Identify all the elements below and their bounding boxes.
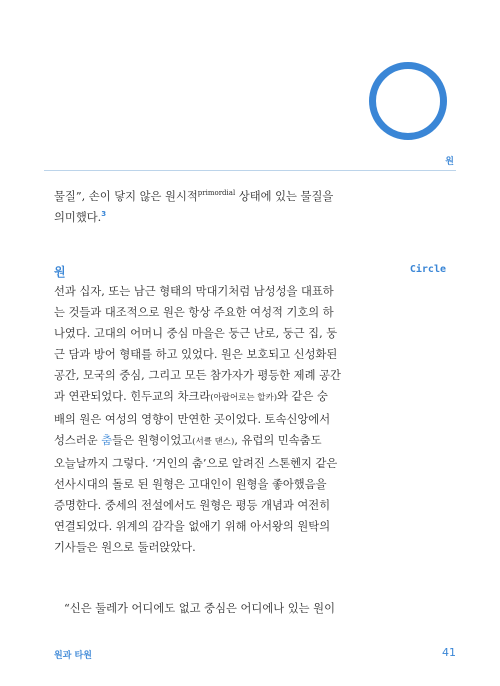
quote-line: “신은 둘레가 어디에도 없고 중심은 어디에나 있는 원이 (64, 602, 335, 615)
footer-section-title: 원과 타원 (54, 651, 92, 661)
chakra-note: (아랍어로는 할카) (210, 393, 278, 403)
body-line: 연결되었다. 위계의 감각을 없애기 위해 아서왕의 원탁의 (54, 520, 331, 533)
body-paragraph (54, 281, 446, 558)
section-title-en: Circle (409, 264, 446, 275)
body-line: 선사시대의 돌로 된 원형은 고대인이 원형을 좋아했음을 (54, 478, 327, 491)
top-line-1: 물질”, 손이 닿지 않은 원시적$^{primordial}$ 상태에 있는 물질을 (54, 189, 334, 203)
body-line: 성스러운 춤들은 원형이었고(서클 댄스), 유럽의 민속춤도 (54, 434, 322, 447)
footnote-ref: 3 (101, 210, 107, 219)
body-line: 는 것들과 대조적으로 원은 항상 주요한 여성적 기호의 하 (54, 306, 334, 319)
body-line: 증명한다. 중세의 전설에서도 원형은 평등 개념과 여전히 (54, 499, 331, 512)
body-line: 오늘날까지 그렇다. ‘거인의 춤’으로 알려진 스톤헨지 같은 (54, 457, 338, 470)
body-line: 과 연관되었다. 힌두교의 차크라(아랍어로는 할카)와 같은 숭 (54, 390, 328, 403)
page-number: 41 (442, 646, 456, 659)
dance-term: 춤 (101, 434, 113, 447)
quote-paragraph (54, 598, 446, 619)
body-line: 기사들은 원으로 둘러앉았다. (54, 541, 196, 554)
running-head: 원 (445, 157, 454, 167)
circle-dance-note: (서클 댄스) (192, 437, 235, 447)
body-line: 선과 십자, 또는 남근 형태의 막대기처럼 남성성을 대표하 (54, 285, 334, 298)
circle-emblem-icon (369, 62, 447, 140)
section-title: 원 (54, 265, 66, 279)
top-paragraph (54, 186, 446, 228)
body-line: 나였다. 고대의 어머니 중심 마을은 둥근 난로, 둥근 집, 둥 (54, 327, 338, 340)
primordial-gloss: primordial (197, 189, 236, 198)
top-line-2: 의미했다.$^3$ (54, 210, 107, 224)
header-divider (44, 170, 456, 171)
body-line: 근 담과 방어 형태를 하고 있었다. 원은 보호되고 신성화된 (54, 348, 338, 361)
body-line: 공간, 모국의 중심, 그리고 모든 참가자가 평등한 제례 공간 (54, 369, 341, 382)
body-line: 배의 원은 여성의 영향이 만연한 곳이었다. 토속신앙에서 (54, 413, 331, 426)
